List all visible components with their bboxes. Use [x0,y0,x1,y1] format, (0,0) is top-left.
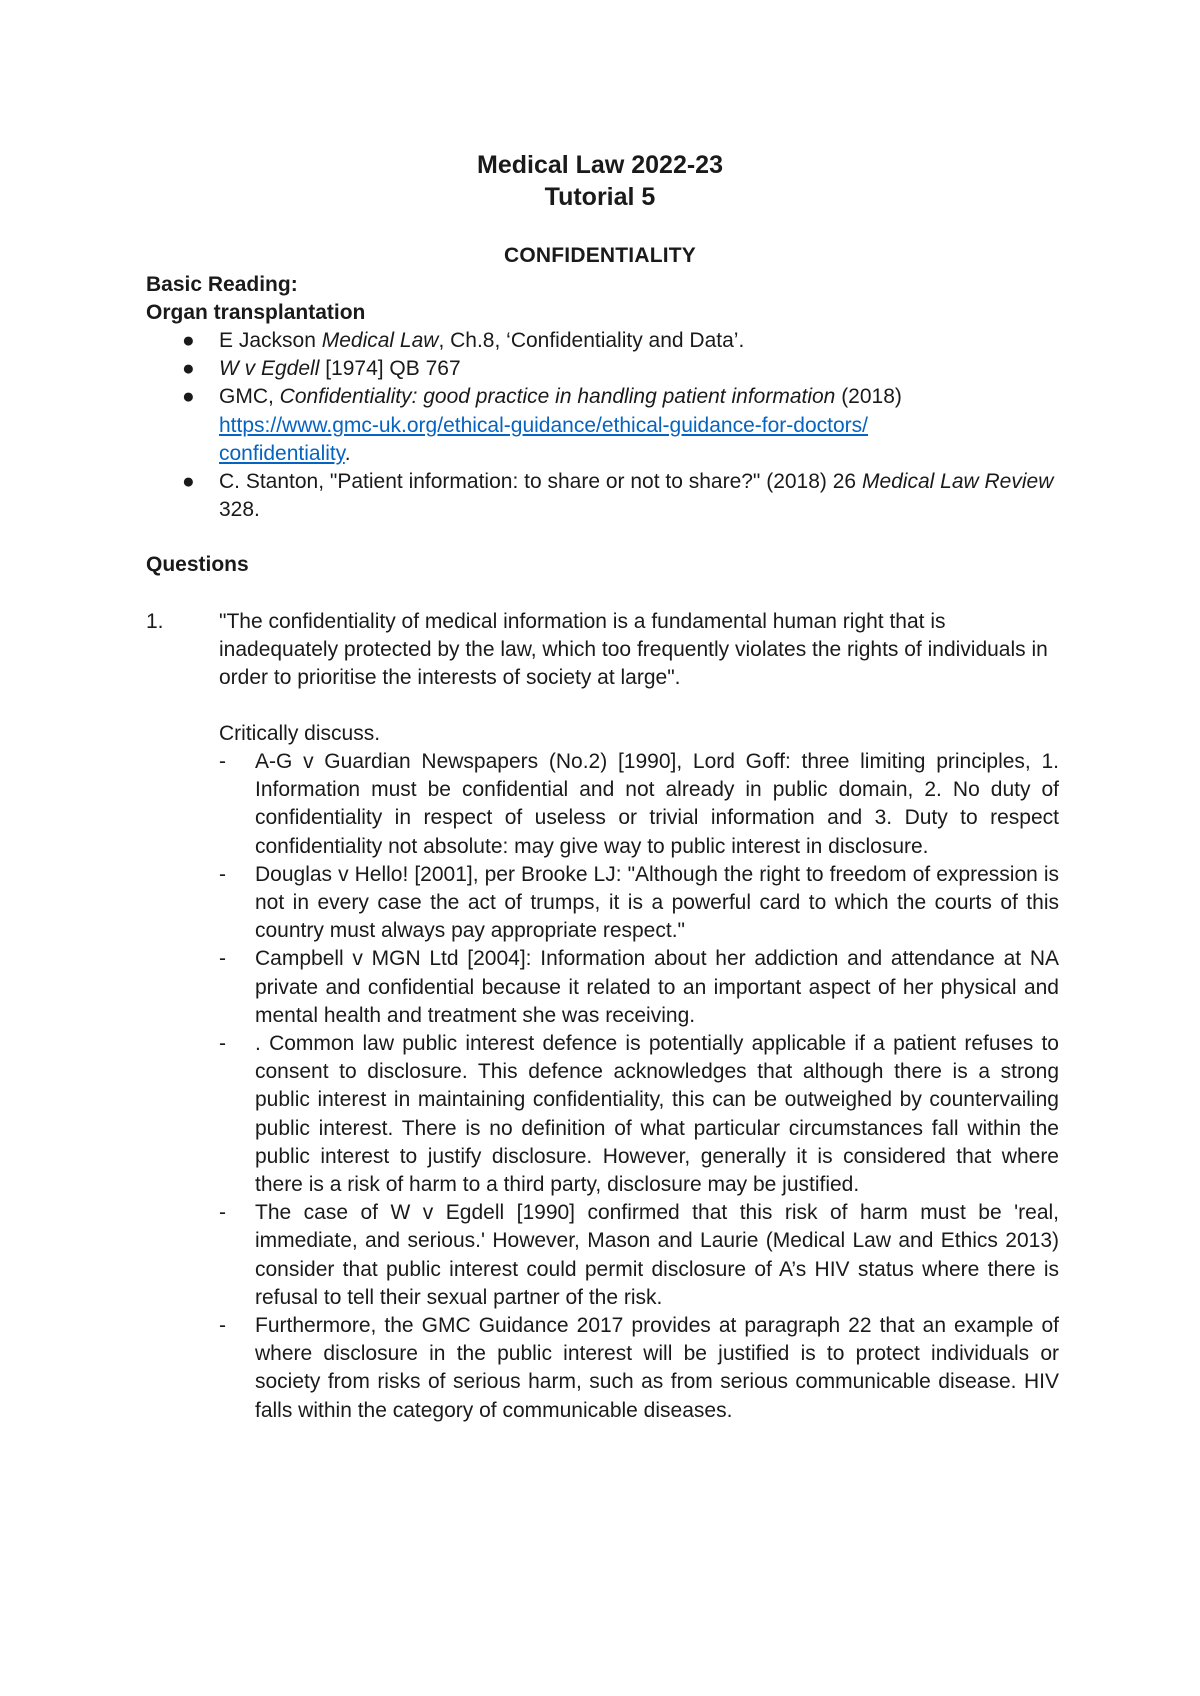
discussion-point: - . Common law public interest defence is potentially applicable if a patient refuses to consent to disclosure. This defence acknowledges that although there is a strong public interest in maintaining confidentiality, this can be outweighed by countervailing public interest. There is no definition of what particular circumstances fall within the public interest to justify disclosure. However, generally it is considered that where there is a risk of harm to a third party, disclosure may be justified. [219,1032,1059,1197]
questions-heading: Questions [146,553,249,576]
question-text: "The confidentiality of medical information is a fundamental human right that is inadequately protected by the law, which too frequently violates the rights of individuals in order to prioritise the interests of society at large". [219,610,1048,690]
reading-list [146,327,1056,524]
discussion-point: - The case of W v Egdell [1990] confirmed that this risk of harm must be 'real, immediate, and serious.' However, Mason and Laurie (Medical Law and Ethics 2013) consider that public interest could permit disclosure of A’s HIV status where there is refusal to tell their sexual partner of the risk. [219,1201,1059,1309]
topic-heading: CONFIDENTIALITY [504,244,696,267]
question-number: 1. [146,610,164,633]
gmc-confidentiality-link[interactable]: https://www.gmc-uk.org/ethical-guidance/ethical-guidance-for-doctors/ [219,413,868,437]
bullet-icon: ● [182,385,195,409]
organ-transplantation-label: Organ transplantation [146,301,366,324]
bullet-icon: ● [182,357,195,381]
reading-item: ● W v Egdell [1974] QB 767 [146,355,1056,383]
reading-item: ● GMC, Confidentiality: good practice in handling patient information (2018) https://www.gmc-uk.org/ethical-guidance/ethical-guidance-for-doctors/ confidentiality. [182,385,902,465]
bullet-icon: ● [182,470,195,494]
dash-marker: - [219,947,226,971]
dash-marker: - [219,862,226,886]
basic-reading-label: Basic Reading: [146,273,298,296]
discussion-point: - Douglas v Hello! [2001], per Brooke LJ: "Although the right to freedom of expression is not in every case the act of trumps, it is a powerful card to which the courts of this country must always pay appropriate respect." [219,862,1059,943]
reading-item: ● C. Stanton, "Patient information: to share or not to share?" (2018) 26 Medical Law Review 328. [182,470,1054,522]
discussion-point: - A-G v Guardian Newspapers (No.2) [1990], Lord Goff: three limiting principles, 1. Information must be confidential and not already in public domain, 2. No duty of confidentiality in respect of useless or trivial information and 3. Duty to respect confidentiality not absolute: may give way to public interest in disclosure. [219,750,1059,858]
discussion-point: - Furthermore, the GMC Guidance 2017 provides at paragraph 22 that an example of where disclosure in the public interest will be justified is to protect individuals or society from risks of serious harm, such as from serious communicable disease. HIV falls within the category of communicable diseases. [219,1314,1059,1422]
gmc-confidentiality-link[interactable]: confidentiality [219,441,345,465]
dash-marker: - [219,1314,226,1338]
discussion-point: - Campbell v MGN Ltd [2004]: Information about her addiction and attendance at NA private and confidential because it related to an important aspect of her physical and mental health and treatment she was receiving. [219,947,1059,1027]
document-subtitle: Tutorial 5 [544,183,656,211]
bullet-icon: ● [182,329,195,352]
dash-marker: - [219,1032,226,1056]
question-instruction: Critically discuss. [219,722,381,745]
dash-marker: - [219,750,226,773]
dash-marker: - [219,1201,226,1225]
reading-item: ● E Jackson Medical Law, Ch.8, ‘Confidentiality and Data’. [146,327,1056,355]
discussion-points [219,748,1059,1425]
document-title: Medical Law 2022-23 [477,151,723,179]
